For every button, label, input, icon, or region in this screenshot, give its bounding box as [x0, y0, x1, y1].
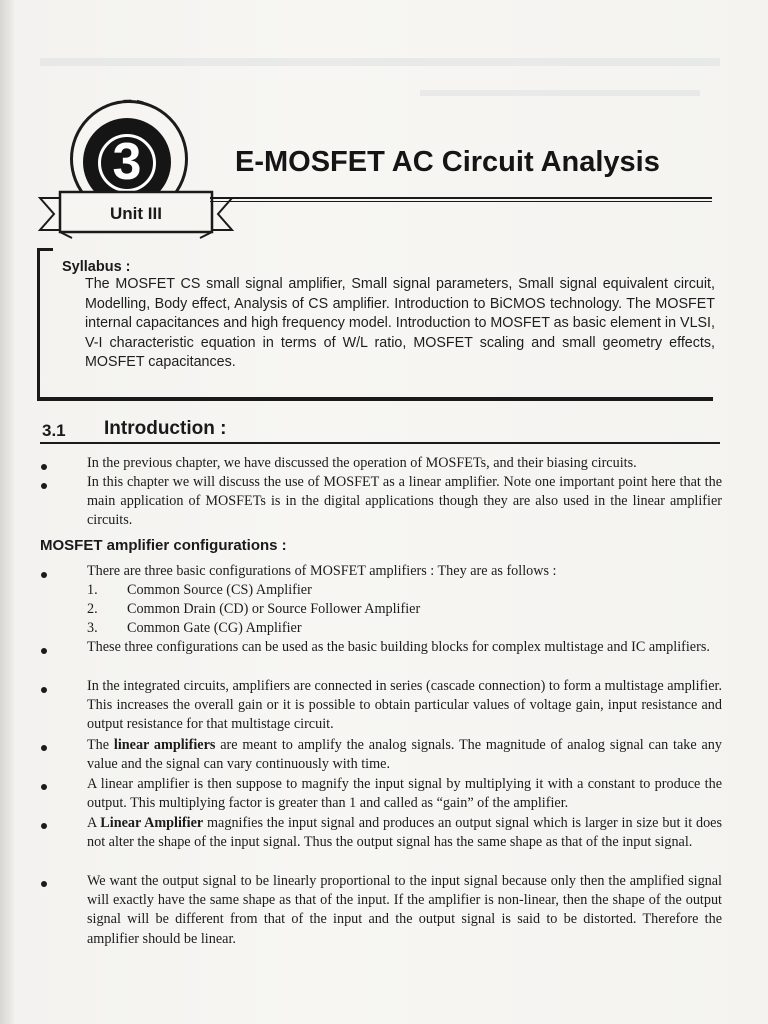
- syllabus-bottom-border: [37, 397, 713, 401]
- bullet-dot: [41, 823, 47, 829]
- linear-amplifier-post: magnifies the input signal and produces an output signal which is larger in size but it does not alter the shape of the input signal. Thus the output signal has the same shape as that of the input signal.: [87, 815, 723, 851]
- section-number: 3.1: [42, 421, 66, 440]
- section-rule: [40, 442, 720, 444]
- syllabus-text: The MOSFET CS small signal amplifier, Small signal parameters, Small signal equivalent circuit, Modelling, Body effect, Analysis of CS amplifier. Introduction to BiCMOS technology. The MOSFET internal capacitances and high frequency model. Introduction to MOSFET as basic element in VLSI, V-I characteristic equation in terms of W/L ratio, MOSFET scaling and small geometry effects, MOSFET capacitances.: [85, 276, 715, 371]
- bullet-dot: [41, 572, 47, 578]
- config-item-number: 1.: [87, 582, 98, 598]
- bleed-through-mark: [40, 58, 720, 66]
- title-double-rule: [210, 197, 712, 207]
- intro-bullet: In the previous chapter, we have discussed the operation of MOSFETs, and their biasing circuits.: [87, 455, 637, 471]
- bullet-dot: [41, 648, 47, 654]
- config-item-number: 3.: [87, 620, 98, 636]
- linear-amplifiers-pre: The: [87, 737, 114, 753]
- config-item: [87, 581, 312, 600]
- chapter-title: E-MOSFET AC Circuit Analysis: [235, 146, 660, 178]
- last-bullet: We want the output signal to be linearly proportional to the input signal because only then the amplified signal will exactly have the same shape as that of the input. If the amplifier is non-linear, then the shape of the output signal will be different from that of the input and the output signal is said to be distorted. Therefore the amplifier should be linear.: [87, 873, 722, 947]
- syllabus-heading: Syllabus :: [62, 259, 131, 275]
- section-title: Introduction :: [104, 418, 227, 439]
- syllabus-left-border: [37, 248, 40, 398]
- linear-amplifier-pre: A: [87, 815, 101, 831]
- config-item: [87, 619, 302, 638]
- gain-bullet: A linear amplifier is then suppose to magnify the input signal by multiplying it with a constant to produce the output. This multiplying factor is greater than 1 and called as “gain” of the amplifier.: [87, 776, 722, 812]
- linear-amplifiers-bullet: [87, 736, 722, 774]
- bullet-dot: [41, 745, 47, 751]
- config-bullet: These three configurations can be used as the basic building blocks for complex multistage and IC amplifiers.: [87, 639, 710, 655]
- bullet-dot: [41, 483, 47, 489]
- bullet-dot: [41, 784, 47, 790]
- linear-amplifiers-post: are meant to amplify the analog signals. The magnitude of analog signal can take any value and the signal can vary continuously with time.: [87, 737, 722, 773]
- subsection-heading: MOSFET amplifier configurations :: [40, 537, 287, 554]
- linear-amplifiers-term: linear amplifiers: [113, 737, 216, 753]
- config-item-number: 2.: [87, 601, 98, 617]
- bullet-dot: [41, 464, 47, 470]
- bleed-through-mark: [420, 90, 700, 96]
- config-item-text: Common Source (CS) Amplifier: [127, 582, 312, 598]
- bullet-dot: [41, 881, 47, 887]
- page-binding-edge: [0, 0, 14, 1024]
- config-item-text: Common Gate (CG) Amplifier: [127, 620, 302, 636]
- config-bullet: In the integrated circuits, amplifiers are connected in series (cascade connection) to form a multistage amplifier. This increases the overall gain or it is possible to obtain particular values of voltage gain, input resistance and output resistance for that multistage circuit.: [87, 678, 722, 733]
- bullet-dot: [41, 687, 47, 693]
- intro-bullet: In this chapter we will discuss the use of MOSFET as a linear amplifier. Note one important point here that the main application of MOSFETs is in the digital applications though they are also used in the linear amplifier circuits.: [87, 474, 722, 529]
- chapter-number: 3: [112, 133, 142, 191]
- linear-amplifier-bullet: [87, 814, 722, 852]
- syllabus-top-tick: [37, 248, 53, 251]
- config-lead: There are three basic configurations of MOSFET amplifiers : They are as follows :: [87, 563, 557, 579]
- unit-label: Unit III: [110, 204, 162, 223]
- syllabus-box: [37, 248, 713, 400]
- chapter-badge: [36, 94, 236, 244]
- config-item: [87, 600, 420, 619]
- config-item-text: Common Drain (CD) or Source Follower Amplifier: [127, 601, 421, 617]
- linear-amplifier-term: Linear Amplifier: [100, 815, 204, 831]
